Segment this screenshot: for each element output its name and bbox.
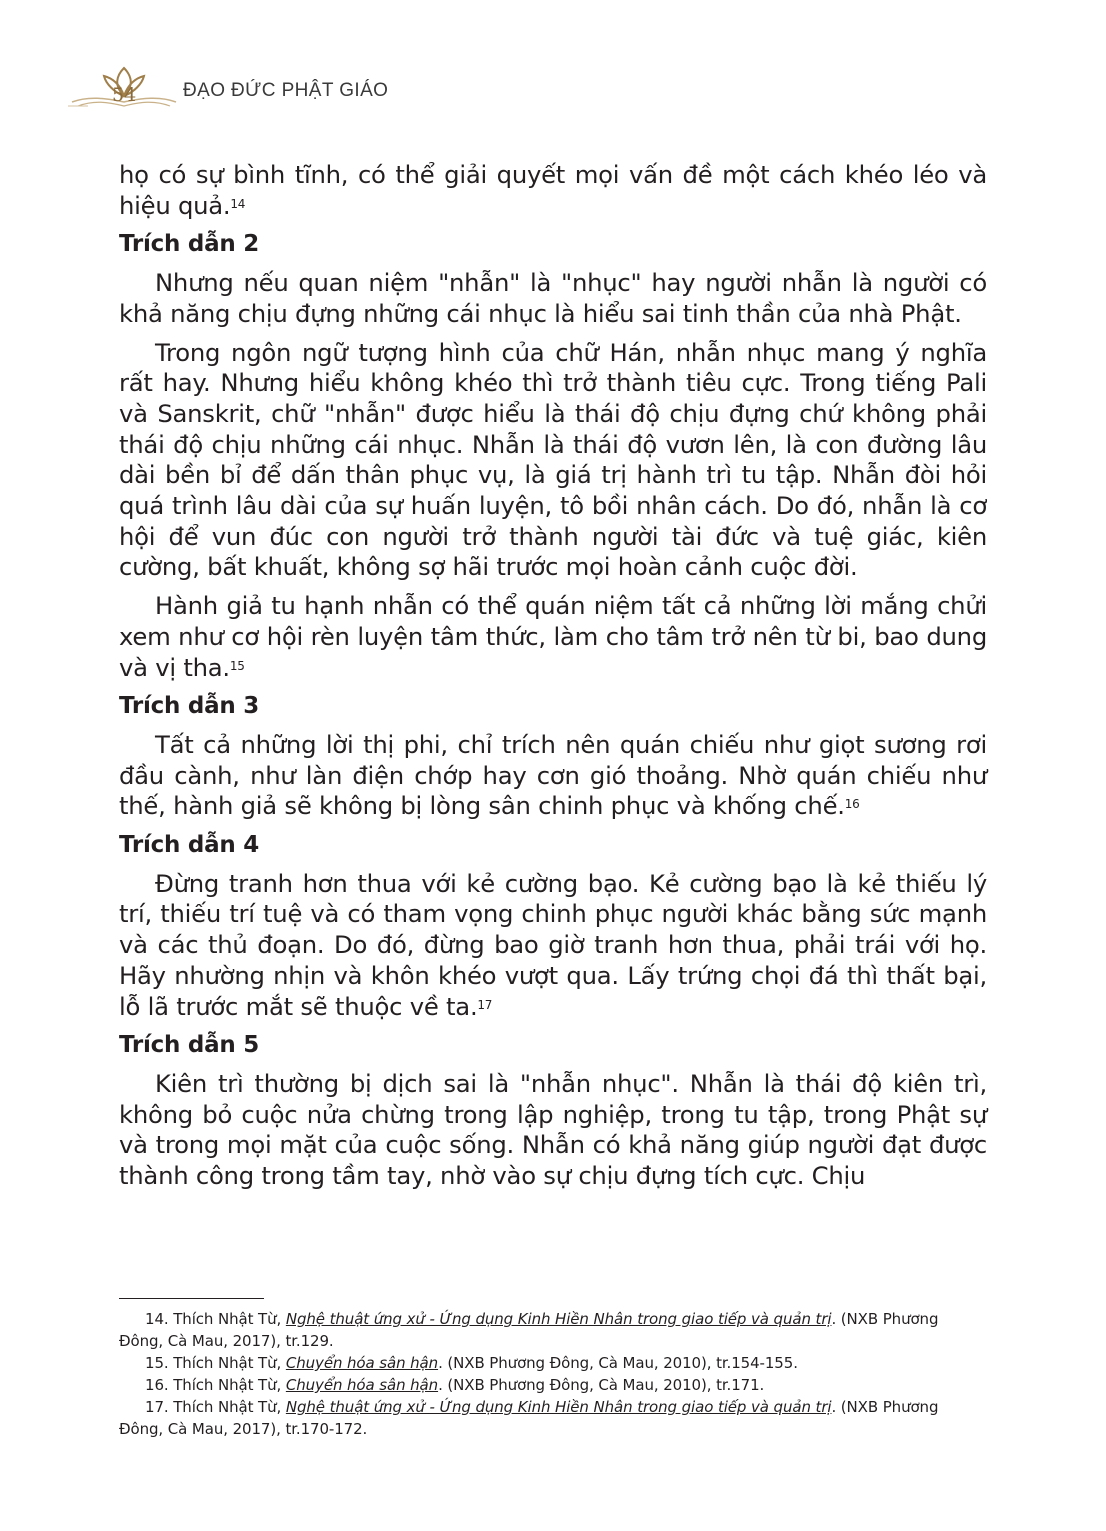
footnote-divider — [119, 1298, 264, 1299]
page-number: 54 — [112, 84, 137, 106]
footnote: 14. Thích Nhật Từ, Nghệ thuật ứng xử - Ứng dụng Kinh Hiền Nhân trong giao tiếp và quản trị. (NXB Phương Đông, Cà Mau, 2017), tr.129. — [119, 1310, 939, 1350]
paragraph: họ có sự bình tĩnh, có thể giải quyết mọi vấn đề một cách khéo léo và hiệu quả.$^{14}$ — [119, 160, 987, 220]
paragraph: Trong ngôn ngữ tượng hình của chữ Hán, nhẫn nhục mang ý nghĩa rất hay. Nhưng hiểu không khéo thì trở thành tiêu cực. Trong tiếng Pali và Sanskrit, chữ "nhẫn" được hiểu là thái độ chịu đựng chứ không phải thái độ chịu những cái nhục. Nhẫn là thái độ vươn lên, là con đường lâu dài bền bỉ để dấn thân phục vụ, là giá trị hành trì tu tập. Nhẫn đòi hỏi quá trình lâu dài của sự huấn luyện, tô bồi nhân cách. Do đó, nhẫn là cơ hội để vun đúc con người trở thành người tài đức và tuệ giác, kiên cường, bất khuất, không sợ hãi trước mọi hoàn cảnh cuộc đời. — [119, 337, 987, 582]
paragraph: Tất cả những lời thị phi, chỉ trích nên quán chiếu như giọt sương rơi đầu cành, như làn điện chớp hay cơn gió thoảng. Nhờ quán chiếu như thế, hành giả sẽ không bị lòng sân chinh phục và khống chế.$^{16}$ — [119, 729, 987, 821]
section-heading: Trích dẫn 2 — [119, 231, 260, 258]
footnote-ref[interactable]: 14 — [230, 196, 246, 211]
page-header — [68, 62, 468, 112]
section-heading: Trích dẫn 5 — [119, 1032, 260, 1059]
footnote: 16. Thích Nhật Từ, Chuyển hóa sân hận. (NXB Phương Đông, Cà Mau, 2010), tr.171. — [145, 1376, 765, 1394]
paragraph: Đừng tranh hơn thua với kẻ cường bạo. Kẻ cường bạo là kẻ thiếu lý trí, thiếu trí tuệ và có tham vọng chinh phục người khác bằng sức mạnh và các thủ đoạn. Do đó, đừng bao giờ tranh hơn thua, phải trái với họ. Hãy nhường nhịn và khôn khéo vượt qua. Lấy trứng chọi đá thì thất bại, lỗ lã trước mắt sẽ thuộc về ta.$^{17}$ — [119, 868, 987, 1021]
paragraph: Nhưng nếu quan niệm "nhẫn" là "nhục" hay người nhẫn là người có khả năng chịu đựng những cái nhục là hiểu sai tinh thần của nhà Phật. — [119, 268, 987, 328]
footnotes — [119, 1308, 987, 1440]
footnote: 15. Thích Nhật Từ, Chuyển hóa sân hận. (NXB Phương Đông, Cà Mau, 2010), tr.154-155. — [145, 1354, 798, 1372]
section-heading: Trích dẫn 3 — [119, 693, 260, 720]
footnote-ref[interactable]: 17 — [477, 997, 493, 1012]
footnote: 17. Thích Nhật Từ, Nghệ thuật ứng xử - Ứng dụng Kinh Hiền Nhân trong giao tiếp và quản trị. (NXB Phương Đông, Cà Mau, 2017), tr.170-172. — [119, 1398, 939, 1438]
footnote-ref[interactable]: 15 — [229, 658, 245, 673]
footnote-ref[interactable]: 16 — [844, 797, 860, 812]
paragraph: Kiên trì thường bị dịch sai là "nhẫn nhục". Nhẫn là thái độ kiên trì, không bỏ cuộc nửa chừng trong lập nghiệp, trong tu tập, trong Phật sự và trong mọi mặt của cuộc sống. Nhẫn có khả năng giúp người đạt được thành công trong tầm tay, nhờ vào sự chịu đựng tích cực. Chịu — [119, 1068, 987, 1191]
paragraph: Hành giả tu hạnh nhẫn có thể quán niệm tất cả những lời mắng chửi xem như cơ hội rèn luyện tâm thức, làm cho tâm trở nên từ bi, bao dung và vị tha.$^{15}$ — [119, 591, 987, 682]
body-text — [119, 160, 987, 1200]
section-heading: Trích dẫn 4 — [119, 832, 260, 859]
running-title: ĐẠO ĐỨC PHẬT GIÁO — [183, 80, 389, 101]
